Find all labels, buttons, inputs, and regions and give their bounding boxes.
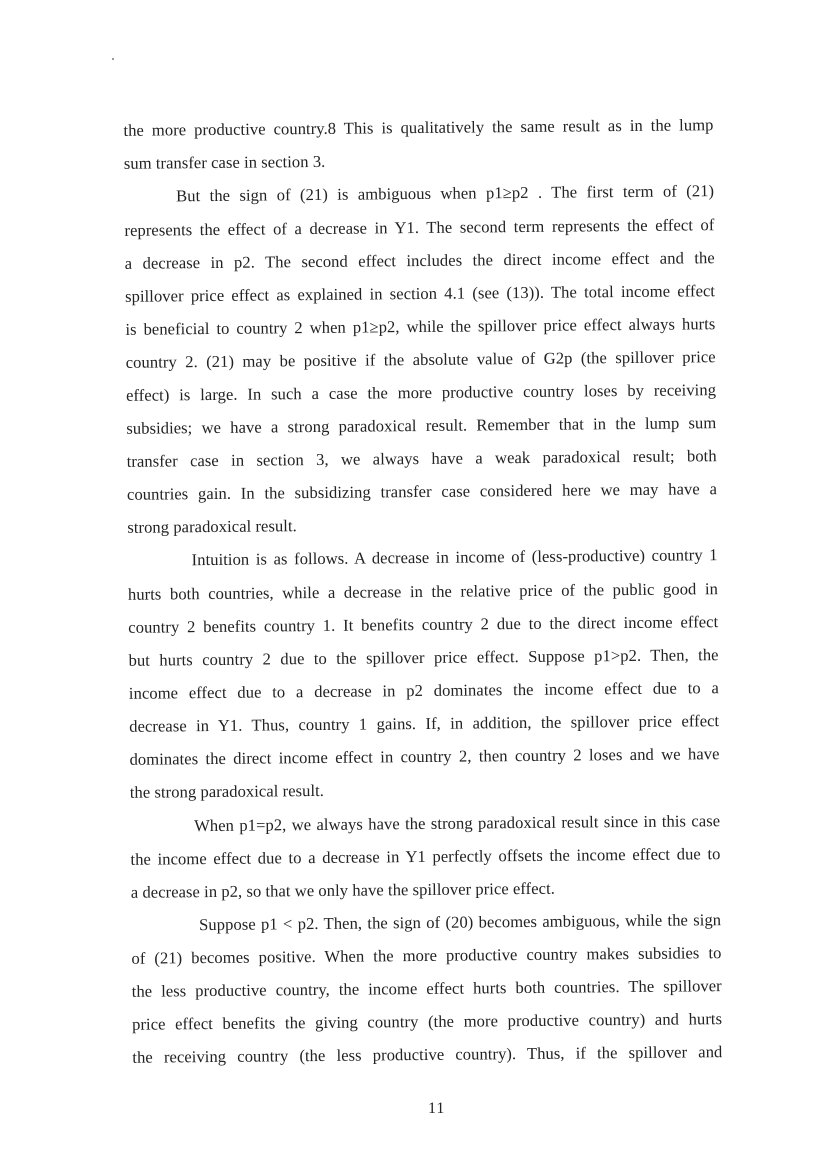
text-line: price effect benefits the giving country (the more productive country) and hurts (131, 1009, 723, 1034)
text-line: When p1=p2, we always have the strong paradoxical result since in this case (194, 811, 721, 836)
text-line: the strong paradoxical result. (129, 780, 325, 802)
text-line: decrease in Y1. Thus, country 1 gains. If, in addition, the spillover price effect (129, 711, 720, 736)
text-line: countries gain. In the subsidizing transfer case considered here we may have a (126, 479, 718, 504)
text-line: effect) is large. In such a case the more productive country loses by receiving (125, 380, 717, 405)
text-line: but hurts country 2 due to the spillover price effect. Suppose p1>p2. Then, the (128, 645, 719, 670)
text-line: the income effect due to a decrease in Y1 perfectly offsets the income effect due to (130, 844, 721, 869)
text-line: sum transfer case in section 3. (123, 151, 326, 173)
text-line: a decrease in p2, so that we only have the spillover price effect. (130, 878, 555, 902)
text-line: a decrease in p2. The second effect includes the direct income effect and the (124, 248, 715, 273)
text-line: is beneficial to country 2 when p1≥p2, while the spillover price effect always hurts (125, 314, 716, 339)
text-line: country 2. (21) may be positive if the absolute value of G2p (the spillover price (125, 347, 716, 372)
text-line: dominates the direct income effect in country 2, then country 2 loses and we have (129, 744, 720, 769)
text-line: country 2 benefits country 1. It benefits country 2 due to the direct income effect (128, 612, 719, 637)
text-line: hurts both countries, while a decrease in the relative price of the public good in (127, 579, 718, 604)
text-line: the more productive country.8 This is qualitatively the same result as in the lump (123, 115, 714, 140)
text-line: strong paradoxical result. (127, 516, 297, 537)
text-line: transfer case in section 3, we always have a weak paradoxical result; both (126, 446, 717, 471)
text-line: spillover price effect as explained in section 4.1 (see (13)). The total income effect (124, 281, 716, 306)
page-number: 11 (428, 1100, 446, 1117)
text-line: income effect due to a decrease in p2 dominates the income effect due to a (128, 678, 719, 703)
text-line: Intuition is as follows. A decrease in income of (less-productive) country 1 (191, 545, 718, 570)
text-line: But the sign of (21) is ambiguous when p1≥p2 . The first term of (21) (176, 181, 715, 206)
text-line: the less productive country, the income effect hurts both countries. The spillover (131, 976, 722, 1001)
text-line: of (21) becomes positive. When the more productive country makes subsidies to (131, 943, 722, 968)
text-line: represents the effect of a decrease in Y1. The second term represents the effect of (124, 215, 715, 240)
text-line: Suppose p1 < p2. Then, the sign of (20) becomes ambiguous, while the sign (199, 910, 722, 935)
text-line: the receiving country (the less productive country). Thus, if the spillover and (132, 1042, 723, 1067)
text-line: subsidies; we have a strong paradoxical result. Remember that in the lump sum (126, 413, 717, 438)
